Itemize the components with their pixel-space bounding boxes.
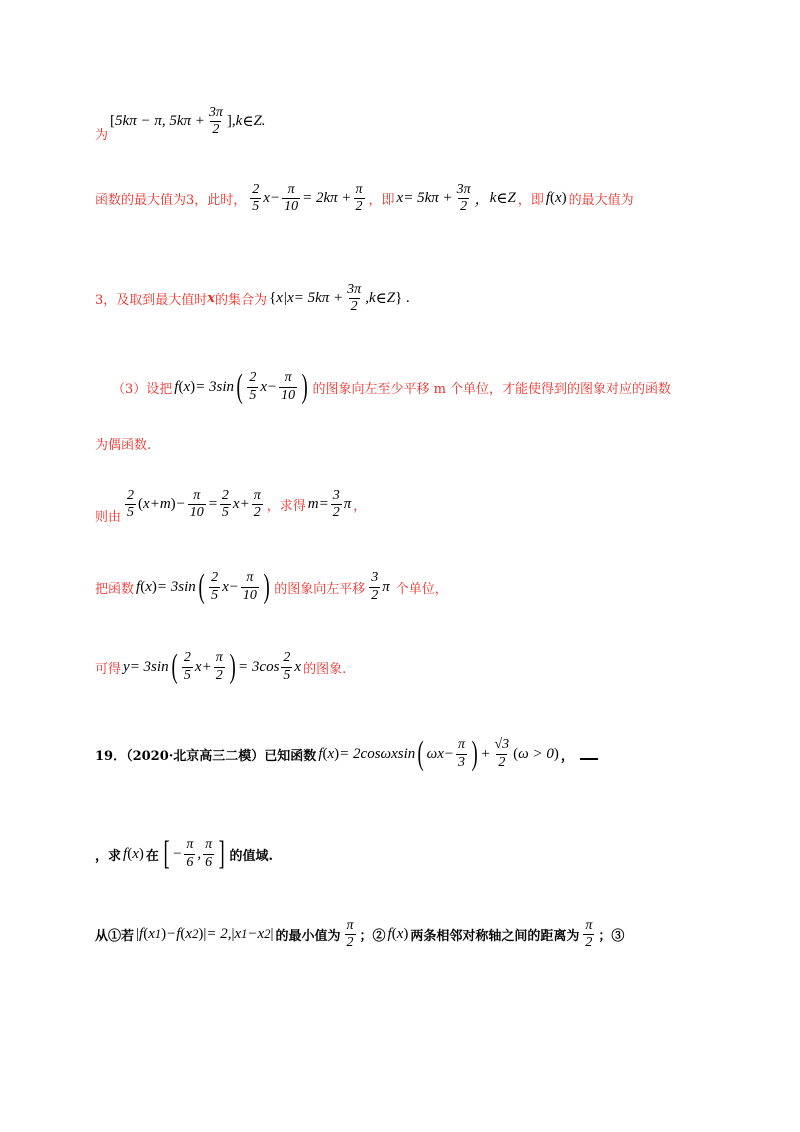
text-max-set: 3，及取到最大值时 <box>95 293 208 309</box>
text-x-var: x <box>207 291 216 307</box>
text-axis-distance: 两条相邻对称轴之间的距离为 <box>410 929 580 945</box>
text-ie: ，即 <box>368 193 395 209</box>
solution-line-interval <box>95 100 760 143</box>
formula-m-value: m = $\frac{3}{2}$ π <box>307 487 352 520</box>
solution-line-part3 <box>112 370 760 404</box>
formula-argument-equation: $\frac{2}{5}$ x − $\frac{\pi}{10}$ = 2 k π + $\frac{\pi}{2}$ <box>252 182 363 215</box>
formula-shift-equation: $\frac{2}{5}$ ( x + m ) − $\frac{\pi}{10}$ = $\frac{2}{5}$ x + $\frac{\pi}{2}$ <box>127 487 261 520</box>
text-q19-comma: ， <box>560 748 574 764</box>
solution-line-translate <box>95 570 760 604</box>
formula-condition-1: | f ( x 1 ) − f ( x 2 ) | = 2, | x 1 − x 2 | <box>136 926 274 943</box>
text-comma: ， <box>353 499 367 514</box>
formula-fx-sin-2: f ( x ) = 3sin ( $\frac{2}{5}$ x − $\frac{\pi}{10}$ ) <box>136 568 270 605</box>
solution-line-result <box>95 650 760 684</box>
formula-interval: [ − $\frac{\pi}{6}$ , $\frac{\pi}{6}$ ] <box>163 835 225 872</box>
text-condition-1: 从①若 <box>95 929 135 945</box>
text-max-is: 的最大值为 <box>568 193 634 209</box>
solution-line-set: 3，及取到最大值时 x 的集合为 { x | x = 5 k π + $\frac{3\pi}{2}$ , k ∈ Z } . <box>95 282 411 315</box>
text-find: ，求 <box>95 848 122 864</box>
text-even-function: 为偶函数. <box>95 438 152 453</box>
question-19-range <box>95 837 760 871</box>
text-part3: （3）设把 <box>112 381 173 397</box>
text-obtain: ，求得 <box>266 499 306 514</box>
text-shift-left: 的图象向左至少平移 m 个单位，才能使得到的图象对应的函数 <box>312 381 672 397</box>
question-19-conditions <box>95 918 760 951</box>
formula-y-cos: y = 3sin ( $\frac{2}{5}$ x + $\frac{\pi}{2}$ ) = 3cos $\frac{2}{5}$ x <box>123 648 302 685</box>
formula-increasing-interval: [ 5 k π − π, 5 k π + $\frac{3\pi}{2}$ ], k ∈ Z . <box>110 104 266 137</box>
solution-line-solve-m <box>95 484 760 525</box>
formula-q19-function: f ( x ) = 2 cos ω xsin ( ω x − $\frac{\pi}{3}$ ) + $\frac{√3}{2}$ ( ω > 0 ) <box>318 735 559 772</box>
solution-line-max <box>95 182 760 215</box>
text-condition-2: ；② <box>359 929 386 945</box>
text-get: 可得 <box>95 661 122 677</box>
formula-fx-q19: f ( x ) <box>123 845 144 862</box>
text-ie-2: ，即 <box>517 193 544 209</box>
formula-x-value: x = 5 k π + $\frac{3\pi}{2}$ ， k ∈ Z <box>396 182 516 215</box>
formula-fx-sin: f ( x ) = 3sin ( $\frac{2}{5}$ x − $\frac{\pi}{10}$ ) <box>174 368 308 405</box>
text-condition-3: ；③ <box>598 929 625 945</box>
formula-pi-half-2: $\frac{\pi}{2}$ <box>585 918 593 951</box>
text-in: 在 <box>145 848 159 864</box>
question-19 <box>95 737 760 771</box>
text-max-value: 函数的最大值为3，此时， <box>95 193 247 209</box>
text-units: 个单位， <box>395 581 448 597</box>
question-19-stem: 19．（2020·北京高三二模）已知函数 <box>95 748 317 764</box>
text-range: 的值域. <box>229 848 273 864</box>
text-shift: 的图象向左平移 <box>274 581 366 597</box>
formula-fx: f ( x ) <box>545 190 567 207</box>
formula-pi-half-1: $\frac{\pi}{2}$ <box>346 918 354 951</box>
formula-x-set: { x | x = 5 k π + $\frac{3\pi}{2}$ , k ∈ Z } <box>269 282 403 315</box>
text-set-is: 的集合为 <box>215 293 268 309</box>
text-prefix: 为 <box>95 128 109 143</box>
solution-line-even <box>95 434 760 453</box>
text-graph: 的图象. <box>303 661 347 677</box>
text-min-value: 的最小值为 <box>275 929 341 945</box>
text-from: 则由 <box>95 510 122 525</box>
answer-blank <box>580 748 598 760</box>
formula-shift-amount: $\frac{3}{2}$ π <box>371 570 390 603</box>
text-function: 把函数 <box>95 581 135 597</box>
formula-fx-c2: f ( x ) <box>387 926 409 943</box>
